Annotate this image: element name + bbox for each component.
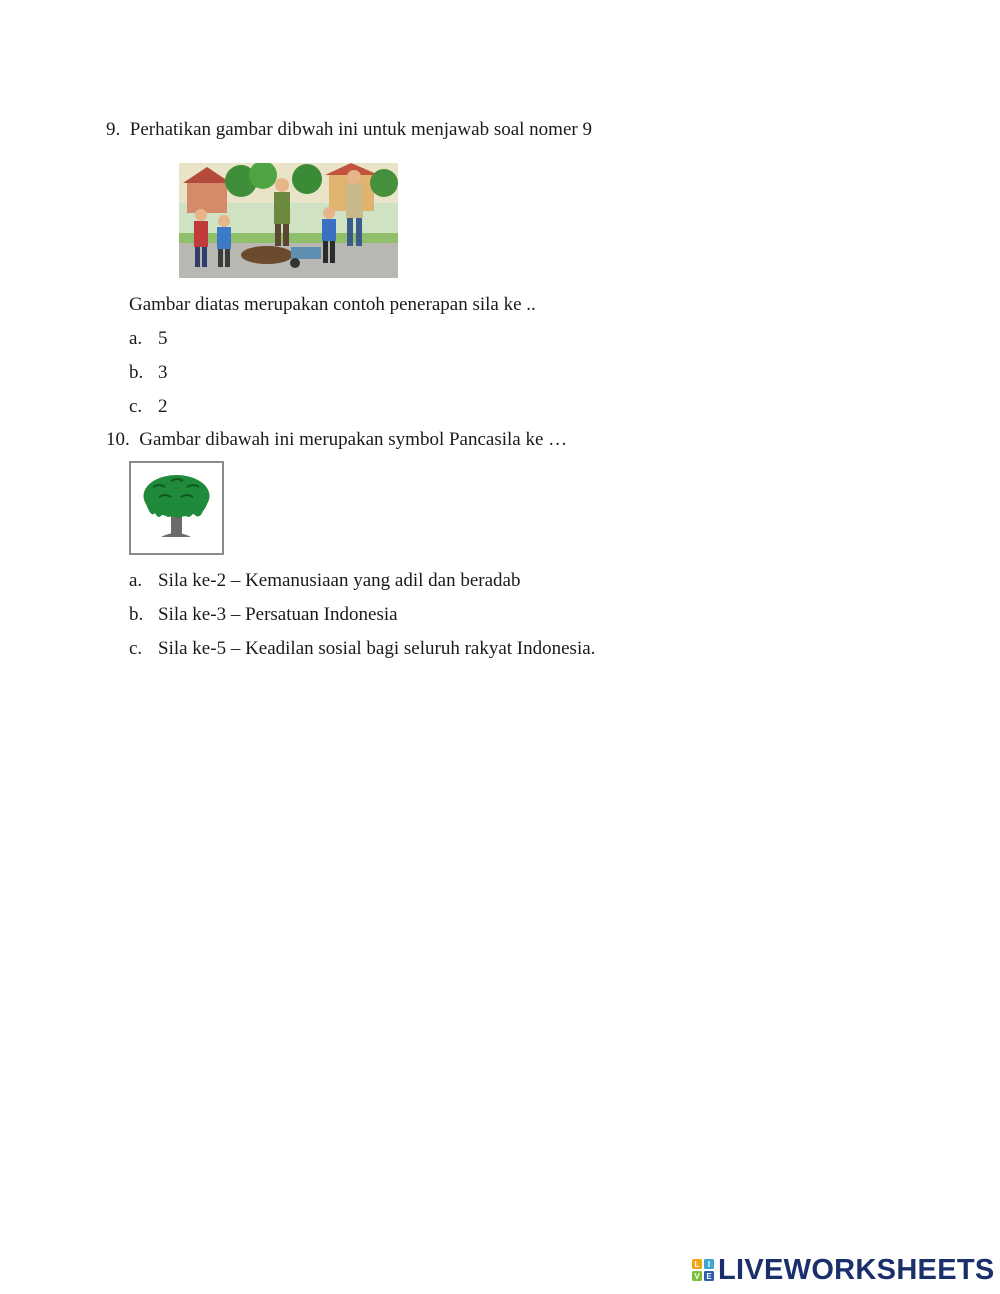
- banyan-tree-icon: [131, 463, 222, 553]
- option-letter: b.: [129, 362, 144, 383]
- banyan-tree-symbol: [129, 461, 224, 555]
- svg-text:L: L: [694, 1260, 700, 1269]
- option-text: 5: [158, 328, 168, 349]
- option-text: 2: [158, 396, 168, 417]
- question-10-heading: [106, 428, 567, 452]
- question-9-heading: [106, 118, 592, 142]
- question-9-prompt: Gambar diatas merupakan contoh penerapan sila ke ..: [129, 294, 536, 315]
- question-10-option-a[interactable]: [129, 569, 520, 593]
- option-text: Sila ke-5 – Keadilan sosial bagi seluruh rakyat Indonesia.: [158, 638, 596, 659]
- svg-text:I: I: [707, 1260, 711, 1269]
- question-9-option-a[interactable]: [129, 327, 168, 351]
- svg-text:V: V: [694, 1272, 700, 1281]
- question-9-text: Perhatikan gambar dibwah ini untuk menjawab soal nomer 9: [129, 119, 592, 140]
- option-text: Sila ke-3 – Persatuan Indonesia: [158, 604, 398, 625]
- option-letter: a.: [129, 328, 143, 349]
- svg-text:E: E: [706, 1272, 712, 1281]
- question-10-option-c[interactable]: [129, 637, 595, 661]
- question-9-option-c[interactable]: [129, 395, 168, 419]
- question-9-option-b[interactable]: [129, 361, 168, 385]
- option-letter: c.: [129, 638, 143, 659]
- community-work-picture: [179, 163, 398, 278]
- question-10-option-b[interactable]: [129, 603, 398, 627]
- option-letter: b.: [129, 604, 144, 625]
- gotong-royong-illustration: [179, 163, 398, 278]
- liveworksheets-logo-icon: [692, 1259, 714, 1281]
- question-10-text: Gambar dibawah ini merupakan symbol Pancasila ke …: [139, 429, 568, 450]
- option-letter: a.: [129, 570, 143, 591]
- liveworksheets-logo[interactable]: [692, 1255, 995, 1285]
- option-letter: c.: [129, 396, 143, 417]
- question-9-number: 9.: [106, 119, 121, 140]
- option-text: Sila ke-2 – Kemanusiaan yang adil dan beradab: [158, 570, 521, 591]
- question-10-number: 10.: [106, 429, 130, 450]
- option-text: 3: [158, 362, 168, 383]
- liveworksheets-wordmark: LIVEWORKSHEETS: [718, 1253, 995, 1286]
